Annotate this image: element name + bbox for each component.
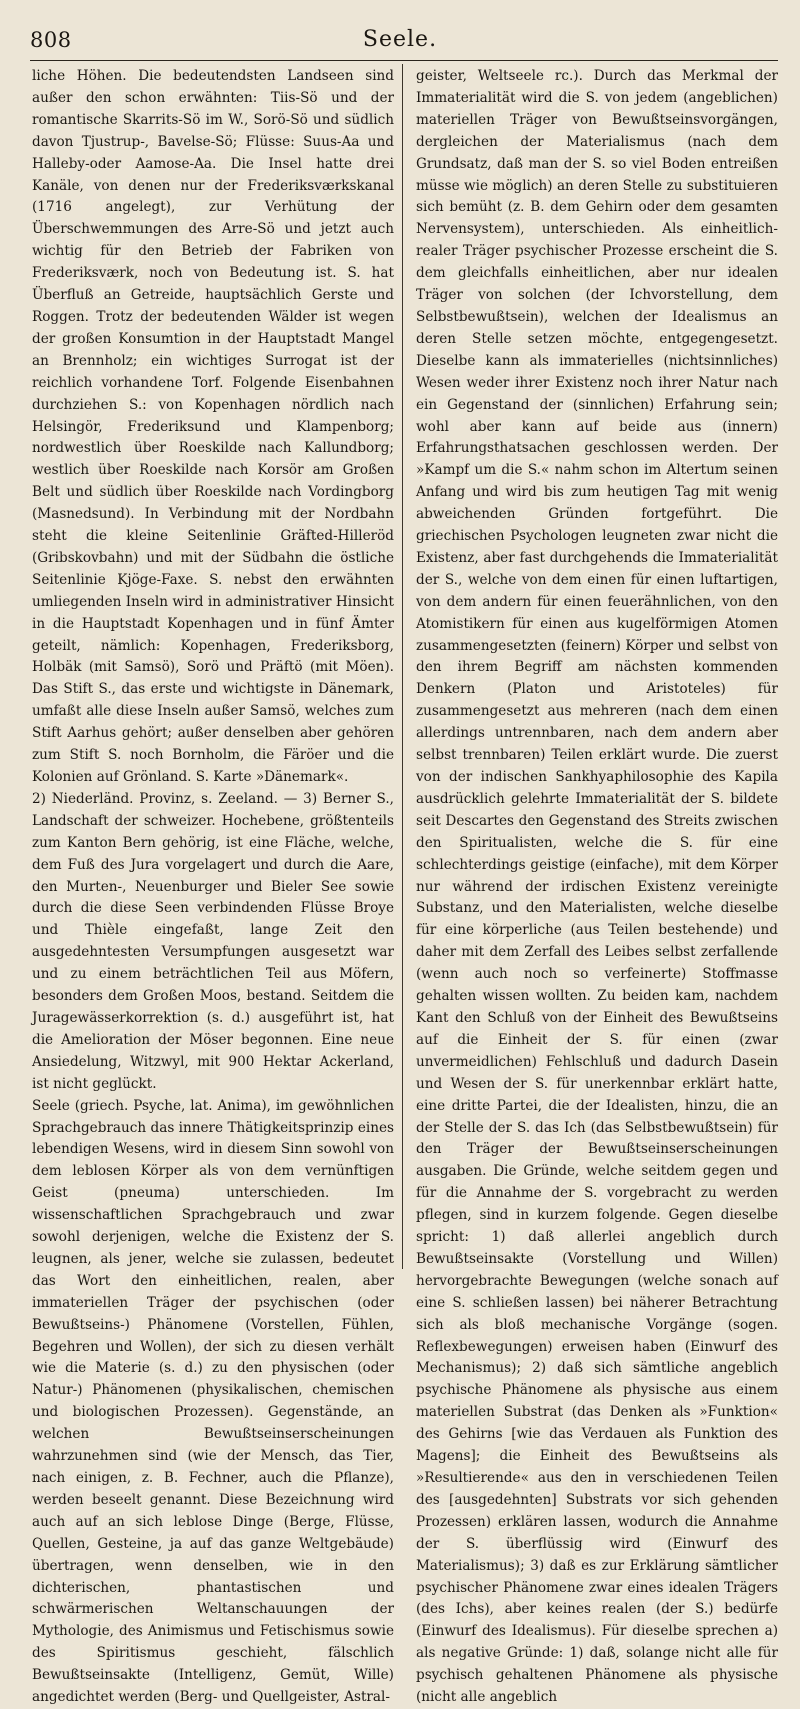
paragraph-seeland-geography: liche Höhen. Die bedeutendsten Landseen sind außer den schon erwähnten: Tiis-Sö und der romantische Skarrits-Sö im W., Sorö-Sö und südlich davon Tjustrup-, Bavelse-Sö; Flüsse: Suus-Aa und Halleby-oder Aamose-Aa. Die Insel hatte drei Kanäle, von denen nur der Frederiksværkskanal (1716 angelegt), zur Verhütung der Überschwemmungen des Arre-Sö und jetzt auch wichtig für den Betrieb der Fabriken von Frederiksværk, noch von Bedeutung ist. S. hat Überfluß an Getreide, hauptsächlich Gerste und Roggen. Trotz der bedeutenden Wälder ist wegen der großen Konsumtion in der Hauptstadt Mangel an Brennholz; ein wichtiges Surrogat ist der reichlich vorhandene Torf. Folgende Eisenbahnen durchziehen S.: von Kopenhagen nördlich nach Helsingör, Frederiksund und Klampenborg; nordwestlich über Roeskilde nach Kallundborg; westlich über Roeskilde nach Korsör am Großen Belt und südlich über Roeskilde nach Vordingborg (Masnedsund). In Verbindung mit der Nordbahn steht die kleine Seitenlinie Gräfted-Hilleröd (Gribskovbahn) und mit der Südbahn die östliche Seitenlinie Kjöge-Faxe. S. nebst den erwähnten umliegenden Inseln wird in administrativer Hinsicht in die Hauptstadt Kopenhagen und in fünf Ämter geteilt, nämlich: Kopenhagen, Frederiksborg, Holbäk (mit Samsö), Sorö und Präftö (mit Möen). Das Stift S., das erste und wichtigste in Dänemark, umfaßt alle diese Inseln außer Samsö, welches zum Stift Aarhus gehört; außer denselben aber gehören zum Stift S. noch Bornholm, die Färöer und die Kolonien auf Grönland. S. Karte »Dänemark«. [32, 68, 394, 785]
paragraph-seele-entry: Seele (griech. Psyche, lat. Anima), im gewöhnlichen Sprachgebrauch das innere Thätigkeitsprinzip eines lebendigen Wesens, wird in diesem Sinn sowohl von dem leblosen Körper als von dem vernünftigen Geist (pneuma) unterschieden. Im wissenschaftlichen Sprachgebrauch und zwar sowohl derjenigen, welche die Existenz der S. leugnen, als jener, welche sie zulassen, bedeutet das Wort den einheitlichen, realen, aber immateriellen Träger der psychischen (oder Bewußtseins-) Phänomene (Vorstellen, Fühlen, Begehren und Wollen), der sich zu diesen verhält wie die Materie (s. d.) zu den physischen (oder Natur-) Phänomenen (physikalischen, chemischen und biologischen Prozessen). Gegenstände, an welchen Bewußtseinserscheinungen wahrzunehmen sind (wie der Mensch, das Tier, nach einigen, z. B. Fechner, auch die Pflanze), werden beseelt genannt. Diese Bezeichnung wird auch auf an sich leblose Dinge (Berge, Flüsse, Quellen, Gesteine, ja auf das ganze Weltgebäude) übertragen, wenn denselben, wie in den dichterischen, phantastischen und schwärmerischen Weltanschauungen der Mythologie, des Animismus und Fetischismus sowie des Spiritismus geschieht, fälschlich Bewußtseinsakte (Intelligenz, Gemüt, Wille) angedichtet werden (Berg- und Quellgeister, Astral- [32, 1097, 394, 1706]
running-title: Seele. [362, 27, 438, 52]
paragraph-seele-continued: geister, Weltseele rc.). Durch das Merkmal der Immaterialität wird die S. von jedem (angeblichen) materiellen Träger von Bewußtseinsvorgängen, dergleichen der Materialismus (nach dem Grundsatz, daß man der S. so viel Boden entreißen müsse wie möglich) an deren Stelle zu substituieren sich bemüht (z. B. dem Gehirn oder dem gesamten Nervensystem), unterschieden. Als einheitlich-realer Träger psychischer Prozesse erscheint die S. dem gleichfalls einheitlichen, aber nur idealen Träger von solchen (der Ichvorstellung, dem Selbstbewußtsein), welchen der Idealismus an deren Stelle setzen möchte, entgegengesetzt. Dieselbe kann als immaterielles (nichtsinnliches) Wesen weder ihrer Existenz noch ihrer Natur nach ein Gegenstand der (sinnlichen) Erfahrung sein; wohl aber kann auf beide aus (innern) Erfahrungsthatsachen geschlossen werden. Der »Kampf um die S.« nahm schon im Altertum seinen Anfang und wird bis zum heutigen Tag mit wenig abweichenden Gründen fortgeführt. Die griechischen Psychologen leugneten zwar nicht die Existenz, aber fast durchgehends die Immaterialität der S., welche von dem einen für einen luftartigen, von dem andern für einen feuerähnlichen, von den Atomistikern für einen aus kugelförmigen Atomen zusammengesetzten (feinern) Körper und selbst von den ihrem Begriff am nächsten kommenden Denkern (Platon und Aristoteles) für zusammengesetzt aus mehreren (nach dem einen allerdings untrennbaren, nach dem andern aber selbst trennbaren) Teilen erklärt wurde. Die zuerst von der indischen Sankhyaphilosophie des Kapila ausdrücklich gelehrte Immaterialität der S. bildete seit Descartes den Gegenstand des Streits zwischen den Spiritualisten, welche die S. für eine schlechterdings geistige (einfache), mit dem Körper nur während der irdischen Existenz vereinigte Substanz, und den Materialisten, welche dieselbe für eine körperliche (aus Teilen bestehende) und daher mit dem Zerfall des Leibes selbst zerfallende (wenn auch noch so verfeinerte) Stoffmasse gehalten wissen wollten. Zu beiden kam, nachdem Kant den Schluß von der Einheit des Bewußtseins auf die Einheit der S. für einen (zwar unvermeidlichen) Fehlschluß und dadurch Dasein und Wesen der S. für unerkennbar erklärt hatte, eine dritte Partei, die der Idealisten, hinzu, die an der Stelle der S. das Ich (das Selbstbewußtsein) für den Träger der Bewußtseinserscheinungen ausgaben. Die Gründe, welche seitdem gegen und für die Annahme der S. vorgebracht zu werden pflegen, sind in kurzem folgende. Gegen dieselbe spricht: 1) daß allerlei angeblich durch Bewußtseinsakte (Vorstellung und Willen) hervorgebrachte Bewegungen (welche sonach auf eine S. schließen lassen) bei näherer Betrachtung sich als bloß mechanische Vorgänge (sogen. Reflexbewegungen) erweisen haben (Einwurf des Mechanismus); 2) daß sich sämtliche angeblich psychische Phänomene als physische aus einem materiellen Substrat (das Denken als »Funktion« des Gehirns [wie das Verdauen als Funktion des Magens]; die Einheit des Bewußtseins als »Resultierende« aus den in verschiedenen Teilen des [ausgedehnten] Substrats vor sich gehenden Prozessen) erklären lassen, wodurch die Annahme der S. überflüssig wird (Einwurf des Materialismus); 3) daß es zur Erklärung sämtlicher psychischer Phänomene zwar eines idealen Trägers (des Ichs), aber keines realen (der S.) bedürfe (Einwurf des Idealismus). Für dieselbe sprechen a) als negative Gründe: 1) daß, solange nicht alle für psychisch gehaltenen Phänomene als physische (nicht alle angeblich [416, 68, 778, 1706]
page-header [0, 0, 800, 60]
paragraph-seeland-other-meanings: 2) Niederländ. Provinz, s. Zeeland. — 3) Berner S., Landschaft der schweizer. Hochebene, größtenteils zum Kanton Bern gehörig, ist eine Fläche, welche, dem Fuß des Jura vorgelagert und durch die Aare, den Murten-, Neuenburger und Bieler See sowie durch die diese Seen verbindenden Flüsse Broye und Thièle eingefaßt, lange Zeit den ausgedehntesten Versumpfungen ausgesetzt war und zu einem beträchtlichen Teil aus Möfern, besonders dem Großen Moos, bestand. Seitdem die Juragewässerkorrektion (s. d.) ausgeführt ist, hat die Amelioration der Möser begonnen. Eine neue Ansiedelung, Witzwyl, mit 900 Hektar Ackerland, ist nicht geglückt. [32, 790, 394, 1092]
header-rule [30, 60, 778, 61]
left-column [32, 66, 394, 1706]
page-number: 808 [30, 28, 72, 52]
right-column [416, 66, 778, 1706]
column-divider [402, 64, 403, 1269]
